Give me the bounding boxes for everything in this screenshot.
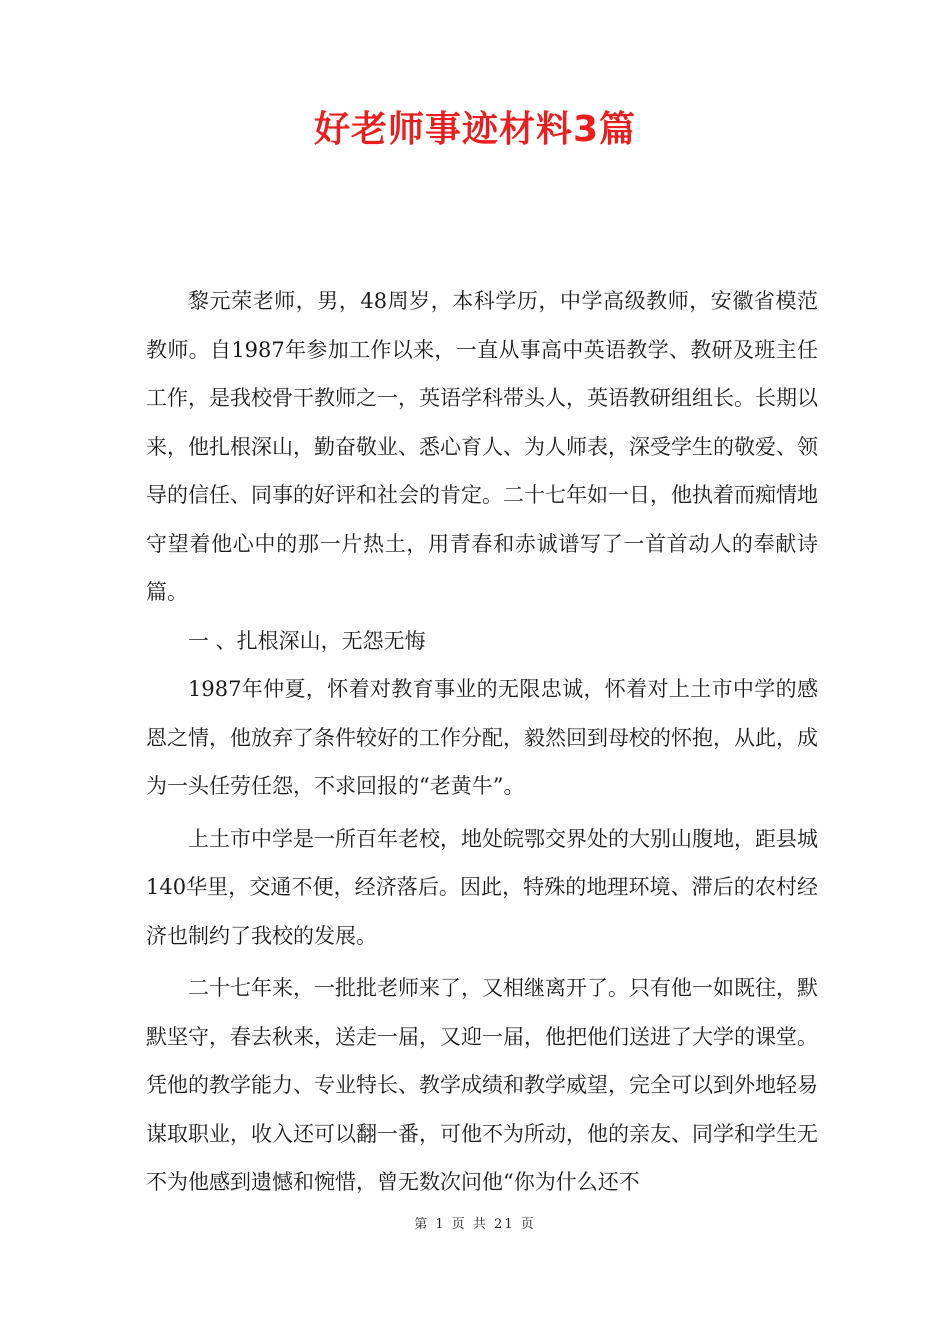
paragraph-1987: 1987年仲夏，怀着对教育事业的无限忠诚，怀着对上土市中学的感恩之情，他放弃了条件较好的工作分配，毅然回到母校的怀抱，从此，成为一头任劳任怨，不求回报的“老黄牛”。	[146, 677, 818, 798]
page-footer: 第 1 页 共 21 页	[414, 1217, 536, 1232]
paragraph-school: 上土市中学是一所百年老校，地处皖鄂交界处的大别山腹地，距县城140华里，交通不便，经济落后。因此，特殊的地理环境、滞后的农村经济也制约了我校的发展。	[146, 826, 818, 948]
document-body	[146, 277, 818, 1207]
paragraph-27-years: 二十七年来，一批批老师来了，又相继离开了。只有他一如既往，默默坚守，春去秋来，送走一届，又迎一届，他把他们送进了大学的课堂。凭他的教学能力、专业特长、教学成绩和教学威望，完全可以到外地轻易谋取职业，收入还可以翻一番，可他不为所动，他的亲友、同学和学生无不为他感到遗憾和惋惜，曾无数次问他“你为什么还不	[146, 976, 818, 1194]
document-title: 好老师事迹材料3篇	[313, 109, 637, 150]
paragraph-intro: 黎元荣老师，男，48周岁，本科学历，中学高级教师，安徽省模范教师。自1987年参加工作以来，一直从事高中英语教学、教研及班主任工作，是我校骨干教师之一，英语学科带头人，英语教研组组长。长期以来，他扎根深山，勤奋敬业、悉心育人、为人师表，深受学生的敬爱、领导的信任、同事的好评和社会的肯定。二十七年如一日，他执着而痴情地守望着他心中的那一片热土，用青春和赤诚谱写了一首首动人的奉献诗篇。	[146, 289, 818, 604]
section-heading: 一 、扎根深山，无怨无悔	[188, 628, 426, 653]
